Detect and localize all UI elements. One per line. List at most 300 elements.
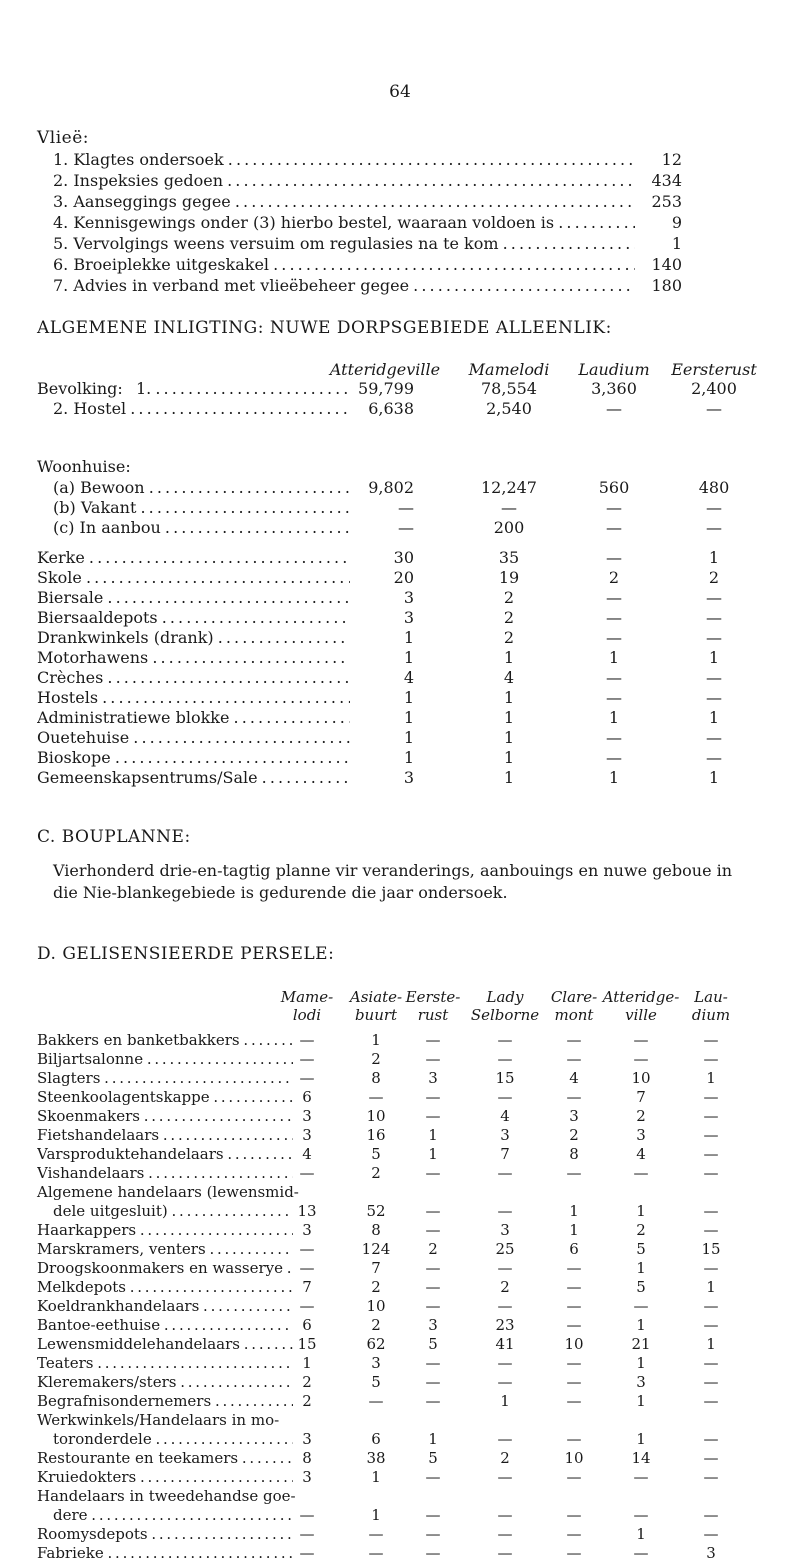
persele-cell: —	[566, 1297, 582, 1315]
algemene-row-label: Administratiewe blokke . . .	[37, 708, 350, 728]
persele-row-label: Restourante en teekamers . . .	[37, 1449, 293, 1467]
persele-cell: —	[299, 1544, 315, 1562]
persele-row-label: Handelaars in tweedehandse goe-	[37, 1487, 296, 1505]
persele-cell: —	[703, 1126, 719, 1144]
persele-cell: —	[299, 1240, 315, 1258]
vliee-item-value: 180	[651, 276, 682, 295]
persele-cell: —	[703, 1107, 719, 1125]
persele-cell: —	[633, 1164, 649, 1182]
persele-cell: —	[425, 1259, 441, 1277]
algemene-cell: 1	[403, 708, 414, 727]
algemene-row-label: Gemeenskapsentrums/Sale . . .	[37, 768, 350, 788]
algemene-row-label: Bioskope . . .	[37, 748, 350, 768]
persele-cell: 3	[302, 1221, 312, 1239]
persele-cell: 8	[371, 1069, 381, 1087]
persele-cell: 15	[701, 1240, 721, 1258]
persele-cell: —	[566, 1164, 582, 1182]
persele-cell: 41	[495, 1335, 515, 1353]
persele-cell: —	[703, 1050, 719, 1068]
vliee-item-value: 9	[671, 213, 682, 232]
persele-cell: —	[425, 1050, 441, 1068]
persele-cell: 5	[636, 1278, 646, 1296]
algemene-cell: —	[706, 668, 722, 687]
persele-cell: 10	[631, 1069, 651, 1087]
algemene-cell: 480	[698, 478, 730, 497]
algemene-cell: 1	[503, 708, 515, 727]
persele-col-header-line: dium	[691, 1006, 731, 1024]
algemene-cell: —	[606, 608, 622, 627]
persele-cell: 1	[569, 1221, 579, 1239]
persele-row-label: Droogskoonmakers en wasserye . . .	[37, 1259, 293, 1277]
algemene-cell: 30	[393, 548, 414, 567]
persele-cell: —	[425, 1164, 441, 1182]
persele-cell: 21	[631, 1335, 651, 1353]
persele-row-label: Koeldrankhandelaars . . .	[37, 1297, 293, 1315]
persele-cell: 1	[428, 1145, 438, 1163]
persele-cell: 8	[302, 1449, 312, 1467]
persele-cell: —	[497, 1297, 513, 1315]
persele-cell: 2	[371, 1164, 381, 1182]
persele-cell: —	[703, 1316, 719, 1334]
persele-col-header-line: Clare-	[550, 988, 598, 1006]
persele-cell: —	[633, 1297, 649, 1315]
persele-cell: 3	[569, 1107, 579, 1125]
algemene-cell: —	[606, 728, 622, 747]
persele-cell: —	[566, 1544, 582, 1562]
persele-cell: 1	[636, 1354, 646, 1372]
persele-cell: —	[425, 1107, 441, 1125]
persele-cell: —	[703, 1373, 719, 1391]
persele-cell: 1	[636, 1259, 646, 1277]
persele-cell: —	[425, 1354, 441, 1372]
algemene-cell: 1	[403, 688, 414, 707]
persele-cell: 3	[302, 1126, 312, 1144]
persele-cell: —	[425, 1202, 441, 1220]
persele-cell: 2	[500, 1449, 510, 1467]
persele-cell: 7	[500, 1145, 510, 1163]
persele-cell: 3	[636, 1373, 646, 1391]
persele-cell: 8	[371, 1221, 381, 1239]
persele-cell: 2	[636, 1221, 646, 1239]
vliee-item-value: 12	[661, 150, 682, 169]
algemene-cell: 1	[503, 688, 515, 707]
persele-cell: 3	[302, 1430, 312, 1448]
persele-col-header-line: buurt	[354, 1006, 398, 1024]
persele-cell: 3	[500, 1126, 510, 1144]
persele-cell: —	[566, 1373, 582, 1391]
persele-cell: 6	[302, 1088, 312, 1106]
persele-cell: —	[566, 1430, 582, 1448]
persele-cell: —	[425, 1468, 441, 1486]
persele-cell: —	[299, 1506, 315, 1524]
persele-cell: 1	[371, 1031, 381, 1049]
persele-row-label: Slagters . . .	[37, 1069, 293, 1087]
vliee-item-value: 253	[651, 192, 682, 211]
persele-cell: 2	[302, 1373, 312, 1391]
algemene-cell: —	[606, 748, 622, 767]
persele-row-label: Vishandelaars . . .	[37, 1164, 293, 1182]
algemene-cell: 1	[503, 728, 515, 747]
persele-col-header	[666, 988, 756, 1024]
algemene-cell: —	[706, 608, 722, 627]
algemene-cell: —	[706, 688, 722, 707]
persele-row-label: Haarkappers . . .	[37, 1221, 293, 1239]
persele-cell: 4	[569, 1069, 579, 1087]
persele-cell: —	[703, 1259, 719, 1277]
persele-cell: —	[299, 1050, 315, 1068]
vliee-item-label: 7. Advies in verband met vlieëbeheer gegee . . .	[53, 276, 635, 296]
persele-cell: 124	[361, 1240, 391, 1258]
persele-col-header-line: rust	[417, 1006, 449, 1024]
algemene-row-label: Drankwinkels (drank) . . .	[37, 628, 350, 648]
persele-col-header-line: ville	[625, 1006, 657, 1024]
persele-cell: —	[703, 1430, 719, 1448]
persele-cell: 2	[371, 1316, 381, 1334]
persele-cell: 1	[636, 1430, 646, 1448]
persele-cell: —	[497, 1050, 513, 1068]
persele-row-label: Bakkers en banketbakkers . . .	[37, 1031, 293, 1049]
algemene-cell: 2	[503, 608, 515, 627]
persele-cell: —	[299, 1297, 315, 1315]
persele-cell: —	[566, 1392, 582, 1410]
algemene-cell: 1	[708, 708, 720, 727]
algemene-row-label: Kerke . . .	[37, 548, 350, 568]
persele-row-label: Algemene handelaars (lewensmid-	[37, 1183, 299, 1201]
persele-cell: 1	[302, 1354, 312, 1372]
persele-row-label: Roomysdepots . . .	[37, 1525, 293, 1543]
persele-cell: —	[703, 1506, 719, 1524]
persele-row-label-cont: dere . . .	[53, 1506, 293, 1524]
algemene-cell: —	[606, 688, 622, 707]
persele-cell: 4	[500, 1107, 510, 1125]
persele-cell: —	[299, 1525, 315, 1543]
algemene-cell: —	[706, 518, 722, 537]
persele-row-label: Kruiedokters . . .	[37, 1468, 293, 1486]
persele-cell: 5	[371, 1373, 381, 1391]
persele-row-label: Fabrieke . . .	[37, 1544, 293, 1562]
algemene-cell: 3	[403, 608, 414, 627]
persele-cell: —	[566, 1088, 582, 1106]
algemene-cell: 560	[598, 478, 630, 497]
persele-row-label: Begrafnisondernemers . . .	[37, 1392, 293, 1410]
woonhuise-label: Woonhuise:	[37, 457, 131, 476]
persele-col-header-line: Lau-	[694, 988, 728, 1006]
persele-cell: 2	[302, 1392, 312, 1410]
persele-cell: 3	[500, 1221, 510, 1239]
persele-cell: —	[703, 1297, 719, 1315]
persele-cell: 1	[428, 1430, 438, 1448]
persele-cell: —	[299, 1164, 315, 1182]
persele-cell: —	[633, 1544, 649, 1562]
algemene-cell: 1	[708, 648, 720, 667]
persele-heading: D. GELISENSIEERDE PERSELE:	[37, 944, 335, 964]
persele-cell: —	[497, 1259, 513, 1277]
persele-row-label: Varsproduktehandelaars . . .	[37, 1145, 293, 1163]
persele-row-label: Melkdepots . . .	[37, 1278, 293, 1296]
persele-cell: 3	[302, 1107, 312, 1125]
persele-cell: 3	[636, 1126, 646, 1144]
persele-cell: 5	[428, 1449, 438, 1467]
persele-cell: 3	[302, 1468, 312, 1486]
algemene-cell: 2	[503, 588, 515, 607]
persele-cell: 1	[569, 1202, 579, 1220]
persele-cell: 5	[428, 1335, 438, 1353]
algemene-row-label: (c) In aanbou . . .	[53, 518, 350, 538]
persele-cell: —	[633, 1050, 649, 1068]
persele-row-label: Teaters . . .	[37, 1354, 293, 1372]
persele-cell: —	[425, 1506, 441, 1524]
persele-cell: 1	[371, 1506, 381, 1524]
persele-cell: —	[497, 1506, 513, 1524]
algemene-cell: 3	[403, 768, 414, 787]
persele-cell: —	[566, 1050, 582, 1068]
algemene-cell: 59,799	[358, 379, 414, 398]
algemene-row-label: Biersaaldepots . . .	[37, 608, 350, 628]
persele-cell: —	[425, 1221, 441, 1239]
persele-cell: —	[425, 1088, 441, 1106]
persele-cell: 3	[428, 1316, 438, 1334]
persele-cell: —	[368, 1544, 384, 1562]
persele-cell: 2	[636, 1107, 646, 1125]
algemene-cell: —	[706, 628, 722, 647]
persele-cell: —	[566, 1354, 582, 1372]
algemene-cell: 1	[708, 548, 720, 567]
persele-cell: 2	[569, 1126, 579, 1144]
persele-cell: —	[566, 1316, 582, 1334]
persele-cell: 5	[371, 1145, 381, 1163]
persele-col-header-line: lodi	[292, 1006, 322, 1024]
algemene-cell: —	[606, 628, 622, 647]
persele-cell: —	[368, 1525, 384, 1543]
algemene-row-label: Motorhawens . . .	[37, 648, 350, 668]
persele-cell: —	[368, 1088, 384, 1106]
persele-cell: 62	[366, 1335, 386, 1353]
bouplanne-paragraph: Vierhonderd drie-en-tagtig planne vir veranderings, aanbouings en nuwe geboue in die Nie-blankegebiede is gedurende die jaar ondersoek.	[53, 861, 733, 902]
vliee-heading: Vlieë:	[37, 128, 89, 148]
algemene-cell: 35	[498, 548, 520, 567]
algemene-cell: 3,360	[591, 379, 637, 398]
persele-cell: —	[425, 1392, 441, 1410]
persele-cell: 6	[371, 1430, 381, 1448]
algemene-cell: 1	[403, 748, 414, 767]
persele-row-label: Fietshandelaars . . .	[37, 1126, 293, 1144]
algemene-cell: —	[606, 548, 622, 567]
persele-cell: —	[368, 1392, 384, 1410]
persele-cell: 1	[500, 1392, 510, 1410]
algemene-row-label: 1. . . .	[136, 379, 350, 399]
persele-col-header-line: mont	[554, 1006, 594, 1024]
persele-cell: —	[497, 1544, 513, 1562]
persele-cell: 2	[371, 1050, 381, 1068]
algemene-row-label: 2. Hostel . . .	[53, 399, 350, 419]
persele-cell: 10	[564, 1335, 584, 1353]
page-number: 64	[389, 82, 411, 102]
persele-cell: —	[425, 1373, 441, 1391]
vliee-item-label: 5. Vervolgings weens versuim om regulasies na te kom . . .	[53, 234, 635, 254]
algemene-col-header: Eersterust	[671, 360, 757, 379]
algemene-cell: 1	[608, 648, 620, 667]
persele-row-label: Skoenmakers . . .	[37, 1107, 293, 1125]
algemene-cell: —	[706, 748, 722, 767]
persele-cell: —	[566, 1031, 582, 1049]
persele-cell: 7	[302, 1278, 312, 1296]
algemene-cell: 9,802	[368, 478, 414, 497]
vliee-item-value: 1	[671, 234, 682, 253]
persele-cell: 38	[366, 1449, 386, 1467]
persele-col-header-line: Asiate-	[349, 988, 403, 1006]
persele-row-label: Lewensmiddelehandelaars . . .	[37, 1335, 293, 1353]
persele-cell: —	[633, 1468, 649, 1486]
algemene-cell: —	[501, 498, 517, 517]
algemene-cell: —	[606, 518, 622, 537]
algemene-row-label: Crèches . . .	[37, 668, 350, 688]
persele-cell: 6	[569, 1240, 579, 1258]
persele-cell: —	[425, 1031, 441, 1049]
vliee-item-value: 434	[651, 171, 682, 190]
persele-row-label: Kleremakers/sters . . .	[37, 1373, 293, 1391]
persele-col-header-line: Eerste-	[405, 988, 461, 1006]
persele-cell: —	[425, 1525, 441, 1543]
persele-cell: 15	[495, 1069, 515, 1087]
persele-cell: 16	[366, 1126, 386, 1144]
persele-cell: —	[703, 1354, 719, 1372]
persele-cell: —	[566, 1259, 582, 1277]
persele-cell: —	[497, 1468, 513, 1486]
persele-row-label: Steenkoolagentskappe . . .	[37, 1088, 293, 1106]
persele-cell: 23	[495, 1316, 515, 1334]
algemene-col-header: Atteridgeville	[329, 360, 441, 379]
persele-cell: 10	[366, 1107, 386, 1125]
persele-cell: —	[703, 1449, 719, 1467]
persele-cell: —	[703, 1392, 719, 1410]
algemene-cell: —	[606, 498, 622, 517]
persele-cell: —	[703, 1164, 719, 1182]
algemene-cell: —	[706, 498, 722, 517]
persele-cell: 1	[636, 1202, 646, 1220]
persele-cell: 15	[297, 1335, 317, 1353]
persele-cell: 1	[636, 1392, 646, 1410]
algemene-row-label: Biersale . . .	[37, 588, 350, 608]
algemene-cell: 1	[503, 648, 515, 667]
algemene-row-label: (b) Vakant . . .	[53, 498, 350, 518]
persele-cell: —	[497, 1031, 513, 1049]
algemene-cell: 78,554	[481, 379, 537, 398]
persele-cell: —	[633, 1506, 649, 1524]
persele-cell: 6	[302, 1316, 312, 1334]
algemene-cell: —	[606, 588, 622, 607]
persele-row-label-cont: toronderdele . . .	[53, 1430, 293, 1448]
persele-row-label: Bantoe-eethuise . . .	[37, 1316, 293, 1334]
persele-cell: 52	[366, 1202, 386, 1220]
persele-cell: 13	[297, 1202, 317, 1220]
algemene-cell: 6,638	[368, 399, 414, 418]
persele-row-label-cont: dele uitgesluit) . . .	[53, 1202, 293, 1220]
persele-cell: 1	[636, 1525, 646, 1543]
algemene-cell: —	[706, 588, 722, 607]
algemene-cell: 1	[403, 648, 414, 667]
algemene-cell: 2,540	[486, 399, 532, 418]
algemene-heading: ALGEMENE INLIGTING: NUWE DORPSGEBIEDE ALLEENLIK:	[37, 318, 612, 338]
persele-cell: —	[566, 1525, 582, 1543]
algemene-cell: 3	[403, 588, 414, 607]
persele-cell: 1	[371, 1468, 381, 1486]
algemene-cell: —	[606, 668, 622, 687]
bouplanne-heading: C. BOUPLANNE:	[37, 827, 191, 847]
vliee-item-label: 1. Klagtes ondersoek . . .	[53, 150, 635, 170]
algemene-cell: 4	[503, 668, 515, 687]
vliee-item-label: 2. Inspeksies gedoen . . .	[53, 171, 635, 191]
persele-cell: —	[497, 1088, 513, 1106]
persele-cell: —	[703, 1468, 719, 1486]
persele-cell: 7	[636, 1088, 646, 1106]
persele-cell: 8	[569, 1145, 579, 1163]
algemene-cell: —	[398, 518, 414, 537]
persele-cell: 2	[500, 1278, 510, 1296]
persele-cell: 14	[631, 1449, 651, 1467]
persele-col-header-line: Mame-	[280, 988, 334, 1006]
persele-cell: 1	[428, 1126, 438, 1144]
persele-cell: —	[703, 1221, 719, 1239]
persele-col-header-line: Lady	[486, 988, 524, 1006]
algemene-cell: 2	[708, 568, 720, 587]
persele-cell: —	[566, 1278, 582, 1296]
persele-row-label: Marskramers, venters . . .	[37, 1240, 293, 1258]
vliee-item-label: 4. Kennisgewings onder (3) hierbo bestel, waaraan voldoen is . . .	[53, 213, 635, 233]
persele-cell: —	[425, 1278, 441, 1296]
persele-cell: 3	[706, 1544, 716, 1562]
vliee-item-value: 140	[651, 255, 682, 274]
vliee-item-label: 3. Aanseggings gegee . . .	[53, 192, 635, 212]
persele-cell: 4	[302, 1145, 312, 1163]
persele-cell: —	[497, 1354, 513, 1372]
algemene-cell: 1	[403, 728, 414, 747]
algemene-cell: 1	[403, 628, 414, 647]
algemene-row-label: (a) Bewoon . . .	[53, 478, 350, 498]
algemene-row-label: Skole . . .	[37, 568, 350, 588]
persele-cell: —	[703, 1088, 719, 1106]
persele-row-label: Werkwinkels/Handelaars in mo-	[37, 1411, 280, 1429]
algemene-cell: 1	[503, 748, 515, 767]
persele-cell: 4	[636, 1145, 646, 1163]
persele-cell: 1	[706, 1069, 716, 1087]
persele-cell: —	[497, 1202, 513, 1220]
persele-cell: 1	[636, 1316, 646, 1334]
algemene-cell: 1	[503, 768, 515, 787]
algemene-col-header: Mamelodi	[468, 360, 550, 379]
persele-cell: —	[566, 1468, 582, 1486]
persele-cell: —	[703, 1031, 719, 1049]
algemene-cell: 12,247	[481, 478, 537, 497]
algemene-cell: —	[706, 728, 722, 747]
persele-cell: 2	[428, 1240, 438, 1258]
persele-cell: —	[703, 1525, 719, 1543]
algemene-cell: —	[706, 399, 722, 418]
algemene-col-header: Laudium	[578, 360, 650, 379]
algemene-cell: 19	[498, 568, 520, 587]
persele-cell: 10	[564, 1449, 584, 1467]
vliee-item-label: 6. Broeiplekke uitgeskakel . . .	[53, 255, 635, 275]
algemene-cell: 1	[708, 768, 720, 787]
algemene-cell: 2	[608, 568, 620, 587]
persele-cell: —	[299, 1259, 315, 1277]
persele-cell: 25	[495, 1240, 515, 1258]
persele-cell: —	[703, 1202, 719, 1220]
persele-cell: 2	[371, 1278, 381, 1296]
persele-cell: —	[497, 1430, 513, 1448]
algemene-cell: 2	[503, 628, 515, 647]
persele-cell: —	[633, 1031, 649, 1049]
persele-cell: —	[703, 1145, 719, 1163]
